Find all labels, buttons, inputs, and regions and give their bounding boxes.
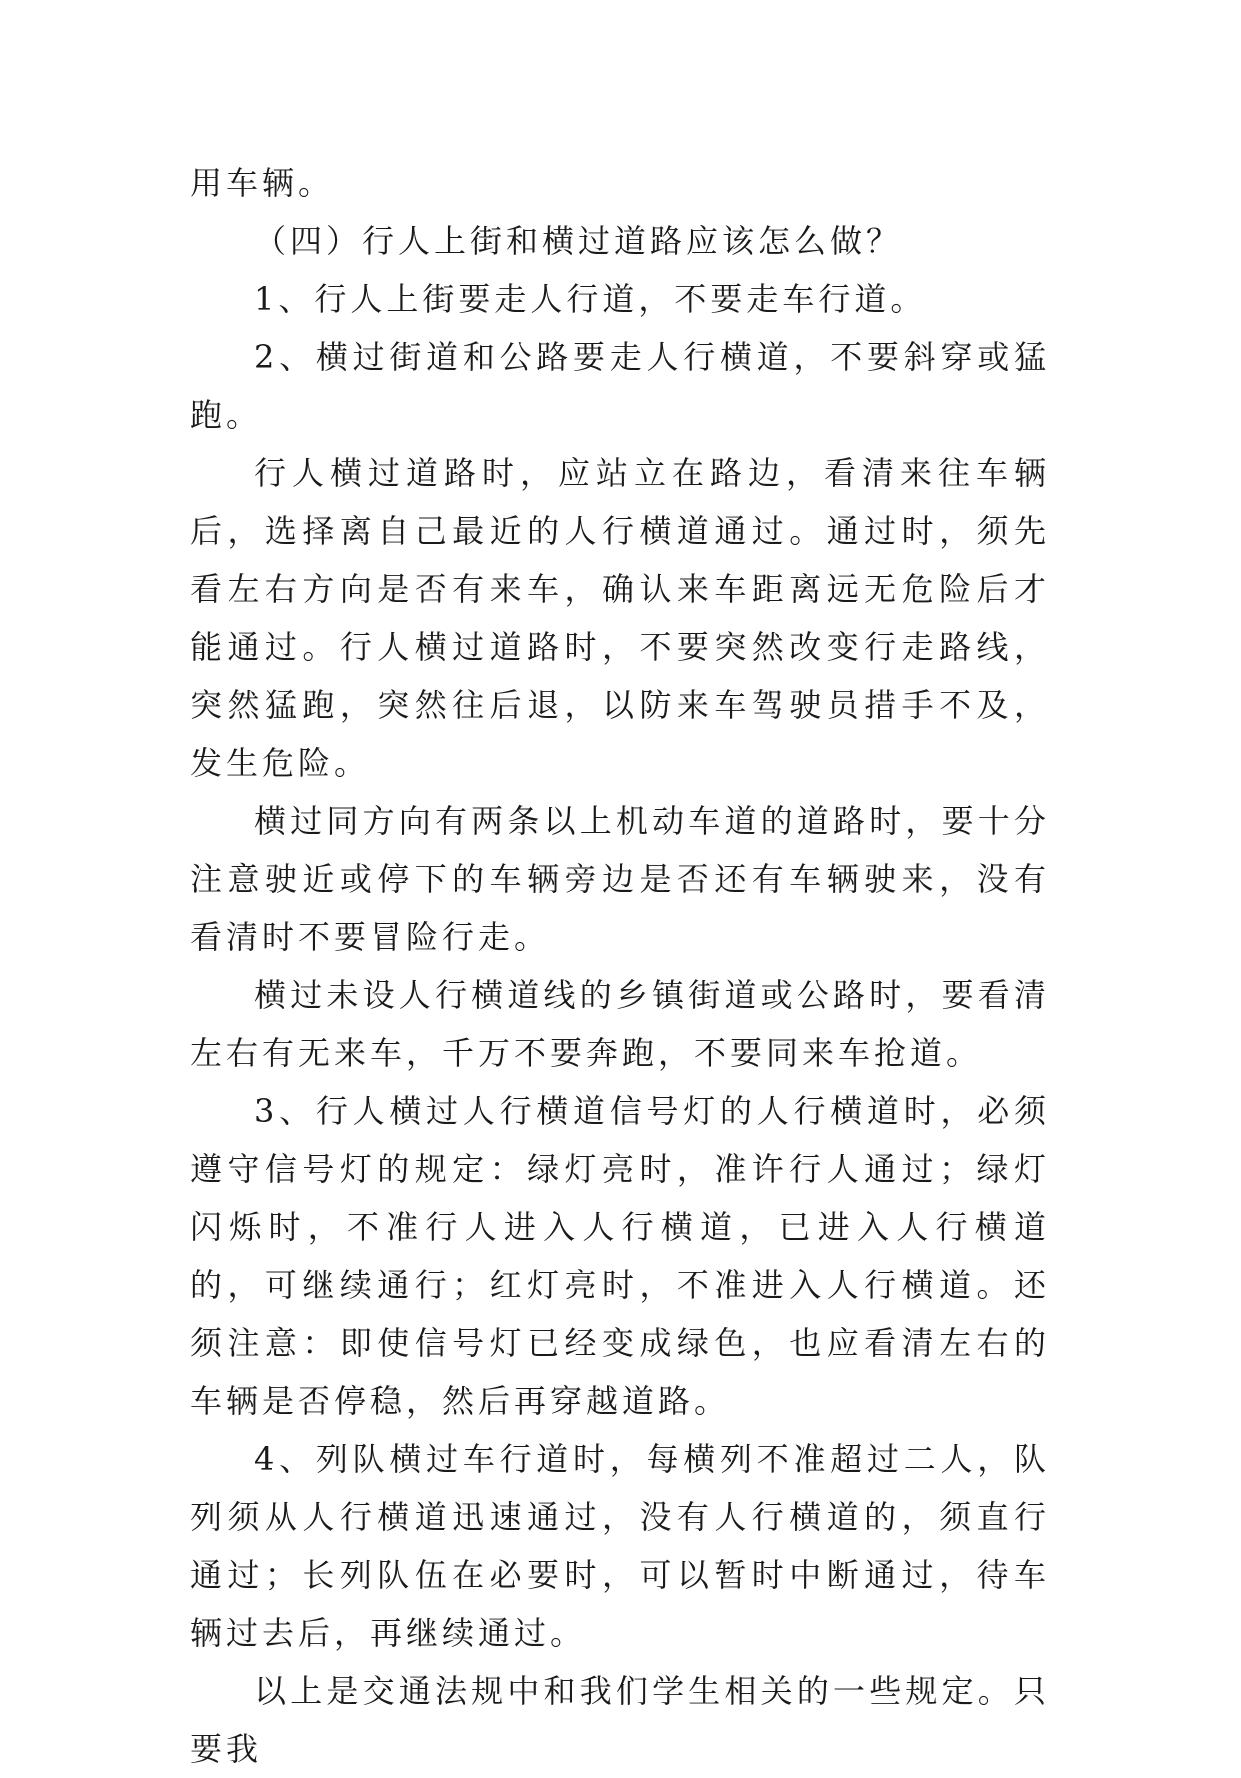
paragraph-crossing-road: 行人横过道路时，应站立在路边，看清来往车辆后，选择离自己最近的人行横道通过。通过时，须先看左右方向是否有来车，确认来车距离远无危险后才能通过。行人横过道路时，不要突然改变行走路线，突然猛跑，突然往后退，以防来车驾驶员措手不及，发生危险。 (190, 454, 1050, 782)
section-heading-four: （四）行人上街和横过道路应该怎么做？ (254, 222, 903, 260)
document-body (190, 154, 1050, 1778)
paragraph-conclusion: 以上是交通法规中和我们学生相关的一些规定。只要我 (190, 1672, 1050, 1768)
paragraph-item-3: 3、行人横过人行横道信号灯的人行横道时，必须遵守信号灯的规定：绿灯亮时，准许行人通过；绿灯闪烁时，不准行人进入人行横道，已进入人行横道的，可继续通行；红灯亮时，不准进入人行横道。还须注意：即使信号灯已经变成绿色，也应看清左右的车辆是否停稳，然后再穿越道路。 (190, 1092, 1050, 1420)
paragraph-continuation: 用车辆。 (190, 164, 335, 202)
paragraph-no-crosswalk: 横过未设人行横道线的乡镇街道或公路时，要看清左右有无来车，千万不要奔跑，不要同来车抢道。 (190, 976, 1050, 1072)
paragraph-item-4: 4、列队横过车行道时，每横列不准超过二人，队列须从人行横道迅速通过，没有人行横道的，须直行通过；长列队伍在必要时，可以暂时中断通过，待车辆过去后，再继续通过。 (190, 1440, 1050, 1652)
paragraph-item-1: 1、行人上街要走人行道，不要走车行道。 (254, 280, 927, 318)
paragraph-item-2: 2、横过街道和公路要走人行横道，不要斜穿或猛跑。 (190, 338, 1050, 434)
paragraph-multi-lane: 横过同方向有两条以上机动车道的道路时，要十分注意驶近或停下的车辆旁边是否还有车辆驶来，没有看清时不要冒险行走。 (190, 802, 1050, 956)
